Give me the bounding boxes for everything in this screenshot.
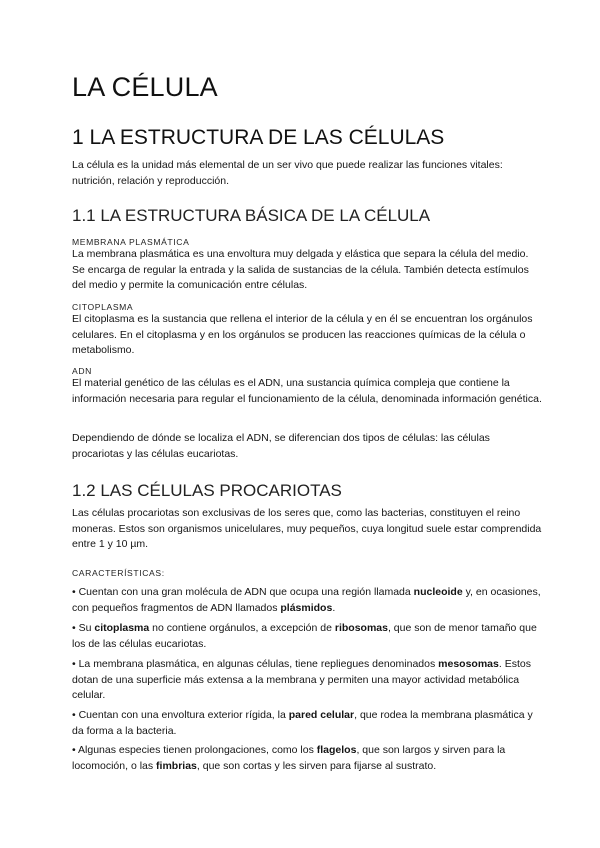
adn-text: El material genético de las células es el ADN, una sustancia química compleja que contiene la información necesaria para regular el funcionamiento de la célula, denominada información genética. <box>72 377 542 405</box>
section-1-2-heading: 1.2 LAS CÉLULAS PROCARIOTAS <box>72 481 342 500</box>
membrana-text: La membrana plasmática es una envoltura muy delgada y elástica que separa la célula del medio. Se encarga de regular la entrada y la salida de sustancias de la célula. También detecta estímulos del medio y permite la comunicación entre células. <box>72 248 529 292</box>
caracteristicas-label: CARACTERÍSTICAS: <box>72 568 165 578</box>
adn-label: ADN <box>72 366 92 376</box>
list-item: • Cuentan con una envoltura exterior rígida, la pared celular, que rodea la membrana plasmática y da forma a la bacteria. <box>72 709 533 737</box>
section-1-intro: La célula es la unidad más elemental de un ser vivo que puede realizar las funciones vitales: nutrición, relación y reproducción. <box>72 159 503 187</box>
section-1-2-intro: Las células procariotas son exclusivas de los seres que, como las bacterias, constituyen el reino moneras. Estos son organismos unicelulares, muy pequeños, cuya longitud suele estar comprendida entre 1 y 10 µm. <box>72 507 542 551</box>
membrana-label: MEMBRANA PLASMÁTICA <box>72 237 190 247</box>
citoplasma-text: El citoplasma es la sustancia que rellena el interior de la célula y en él se encuentran los orgánulos celulares. En el citoplasma y en los orgánulos se producen las reacciones químicas de la célula o metabolismo. <box>72 313 533 357</box>
citoplasma-label: CITOPLASMA <box>72 302 134 312</box>
list-item: • Cuentan con una gran molécula de ADN que ocupa una región llamada nucleoide y, en ocasiones, con pequeños fragmentos de ADN llamados plásmidos. <box>72 586 541 614</box>
tipos-celulas-text: Dependiendo de dónde se localiza el ADN, se diferencian dos tipos de células: las células procariotas y las células eucariotas. <box>72 432 490 460</box>
section-1-heading: 1 LA ESTRUCTURA DE LAS CÉLULAS <box>72 126 445 149</box>
list-item: • Algunas especies tienen prolongaciones, como los flagelos, que son largos y sirven para la locomoción, o las fimbrias, que son cortas y les sirven para fijarse al sustrato. <box>72 744 506 772</box>
page-title: LA CÉLULA <box>72 72 218 102</box>
section-1-1-heading: 1.1 LA ESTRUCTURA BÁSICA DE LA CÉLULA <box>72 206 431 225</box>
list-item: • La membrana plasmática, en algunas células, tiene repliegues denominados mesosomas. Estos dotan de una superficie más extensa a la membrana y permiten una mayor actividad metabólica celular. <box>72 658 531 702</box>
list-item: • Su citoplasma no contiene orgánulos, a excepción de ribosomas, que son de menor tamaño que los de las células eucariotas. <box>72 622 537 650</box>
